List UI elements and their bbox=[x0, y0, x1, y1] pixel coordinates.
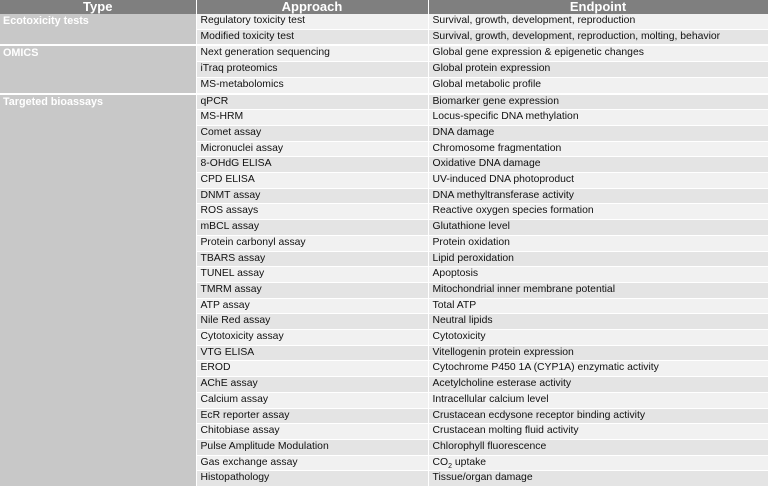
approach-cell: Comet assay bbox=[196, 125, 428, 141]
table-row bbox=[0, 94, 768, 110]
endpoint-cell: Global gene expression & epigenetic changes bbox=[428, 45, 768, 61]
approach-cell: MS-metabolomics bbox=[196, 77, 428, 93]
header-type: Type bbox=[0, 0, 196, 14]
table-row bbox=[0, 45, 768, 61]
endpoint-cell: Tissue/organ damage bbox=[428, 471, 768, 487]
type-cell: Ecotoxicity tests bbox=[0, 14, 196, 45]
endpoint-cell: Chromosome fragmentation bbox=[428, 141, 768, 157]
endpoint-cell: Crustacean ecdysone receptor binding activity bbox=[428, 408, 768, 424]
endpoint-cell: Locus-specific DNA methylation bbox=[428, 110, 768, 126]
approach-cell: Modified toxicity test bbox=[196, 29, 428, 45]
endpoint-cell: Acetylcholine esterase activity bbox=[428, 377, 768, 393]
approach-cell: 8-OHdG ELISA bbox=[196, 157, 428, 173]
approach-cell: Histopathology bbox=[196, 471, 428, 487]
approach-cell: ATP assay bbox=[196, 298, 428, 314]
endpoint-cell: Lipid peroxidation bbox=[428, 251, 768, 267]
type-cell: Targeted bioassays bbox=[0, 94, 196, 487]
endpoint-cell: DNA methyltransferase activity bbox=[428, 188, 768, 204]
endpoint-cell: Vitellogenin protein expression bbox=[428, 345, 768, 361]
approach-cell: Micronuclei assay bbox=[196, 141, 428, 157]
endpoint-cell: Chlorophyll fluorescence bbox=[428, 439, 768, 455]
approach-cell: TUNEL assay bbox=[196, 267, 428, 283]
endpoint-cell bbox=[428, 455, 768, 471]
table-body bbox=[0, 14, 768, 487]
endpoint-cell: Total ATP bbox=[428, 298, 768, 314]
endpoint-cell: Cytochrome P450 1A (CYP1A) enzymatic activity bbox=[428, 361, 768, 377]
endpoint-cell: DNA damage bbox=[428, 125, 768, 141]
approach-cell: CPD ELISA bbox=[196, 173, 428, 189]
endpoint-cell: Survival, growth, development, reproduction bbox=[428, 14, 768, 29]
approach-cell: EROD bbox=[196, 361, 428, 377]
approach-cell: mBCL assay bbox=[196, 220, 428, 236]
approach-cell: VTG ELISA bbox=[196, 345, 428, 361]
endpoint-cell: Cytotoxicity bbox=[428, 330, 768, 346]
endpoint-cell: Oxidative DNA damage bbox=[428, 157, 768, 173]
endpoint-cell: Survival, growth, development, reproduction, molting, behavior bbox=[428, 29, 768, 45]
endpoint-cell: Mitochondrial inner membrane potential bbox=[428, 282, 768, 298]
approach-cell: TMRM assay bbox=[196, 282, 428, 298]
table-row bbox=[0, 14, 768, 29]
endpoint-cell: Intracellular calcium level bbox=[428, 392, 768, 408]
header-approach: Approach bbox=[196, 0, 428, 14]
header-endpoint: Endpoint bbox=[428, 0, 768, 14]
endpoint-cell: Apoptosis bbox=[428, 267, 768, 283]
endpoint-cell: Global metabolic profile bbox=[428, 77, 768, 93]
approach-cell: Next generation sequencing bbox=[196, 45, 428, 61]
header-row bbox=[0, 0, 768, 14]
endpoint-cell: Protein oxidation bbox=[428, 235, 768, 251]
endpoint-subscript: 2 bbox=[448, 462, 452, 470]
endpoint-cell: Crustacean molting fluid activity bbox=[428, 424, 768, 440]
endpoint-cell: Neutral lipids bbox=[428, 314, 768, 330]
approach-cell: ROS assays bbox=[196, 204, 428, 220]
approach-cell: AChE assay bbox=[196, 377, 428, 393]
endpoint-cell: Reactive oxygen species formation bbox=[428, 204, 768, 220]
approach-cell: MS-HRM bbox=[196, 110, 428, 126]
approach-cell: Gas exchange assay bbox=[196, 455, 428, 471]
approach-cell: Pulse Amplitude Modulation bbox=[196, 439, 428, 455]
approach-cell: Protein carbonyl assay bbox=[196, 235, 428, 251]
approach-cell: qPCR bbox=[196, 94, 428, 110]
type-cell: OMICS bbox=[0, 45, 196, 93]
approach-cell: DNMT assay bbox=[196, 188, 428, 204]
endpoint-rest-text: uptake bbox=[452, 456, 487, 468]
approach-cell: iTraq proteomics bbox=[196, 62, 428, 78]
approach-cell: Cytotoxicity assay bbox=[196, 330, 428, 346]
endpoint-cell: Global protein expression bbox=[428, 62, 768, 78]
endpoint-cell: UV-induced DNA photoproduct bbox=[428, 173, 768, 189]
endpoint-cell: Glutathione level bbox=[428, 220, 768, 236]
endpoint-main-text: CO bbox=[432, 456, 449, 468]
approach-cell: Chitobiase assay bbox=[196, 424, 428, 440]
approach-cell: TBARS assay bbox=[196, 251, 428, 267]
endpoint-cell: Biomarker gene expression bbox=[428, 94, 768, 110]
approach-cell: EcR reporter assay bbox=[196, 408, 428, 424]
approach-cell: Regulatory toxicity test bbox=[196, 14, 428, 29]
approach-cell: Nile Red assay bbox=[196, 314, 428, 330]
approach-cell: Calcium assay bbox=[196, 392, 428, 408]
